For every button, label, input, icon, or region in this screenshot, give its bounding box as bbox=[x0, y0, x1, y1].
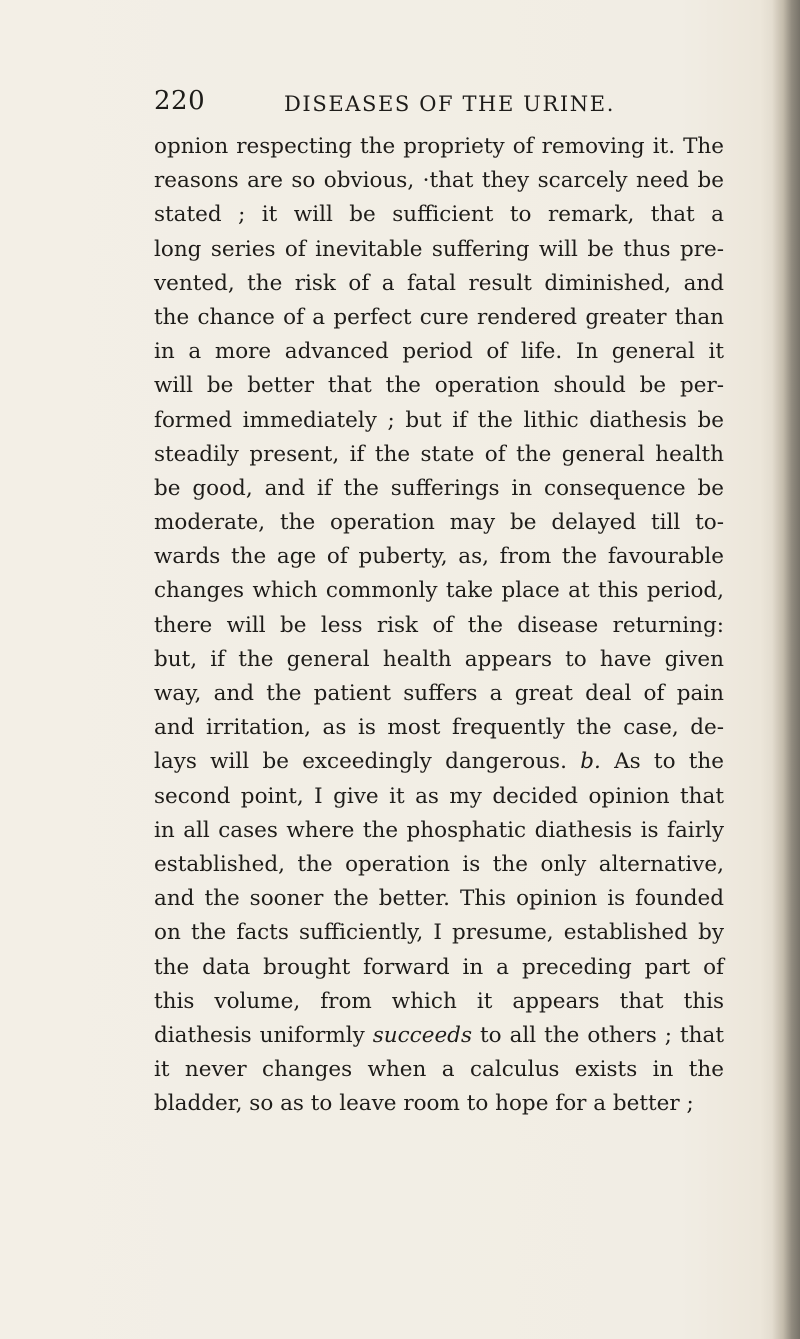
page-header bbox=[154, 86, 714, 126]
text-line: the chance of a perfect cure rendered greater than bbox=[154, 304, 724, 330]
text-line: will be better that the operation should be per- bbox=[154, 373, 724, 399]
text-line: the data brought forward in a preceding part of bbox=[154, 954, 724, 980]
text-line: reasons are so obvious, ·that they scarcely need be bbox=[154, 168, 724, 194]
italic-marker: b. bbox=[580, 749, 601, 775]
text-segment: lays will be exceedingly dangerous. bbox=[154, 749, 567, 775]
text-line: it never changes when a calculus exists in the bbox=[154, 1057, 724, 1083]
text-line: way, and the patient suffers a great deal of pain bbox=[154, 681, 724, 706]
text-line: bladder, so as to leave room to hope for a better ; bbox=[154, 1091, 694, 1117]
text-line: opnion respecting the propriety of removing it. The bbox=[154, 134, 724, 159]
text-line: this volume, from which it appears that this bbox=[154, 988, 724, 1014]
text-segment: As to the bbox=[614, 749, 724, 775]
text-line: and irritation, as is most frequently the case, de- bbox=[154, 715, 724, 741]
body-text bbox=[154, 130, 724, 1121]
text-line: steadily present, if the state of the general health bbox=[154, 441, 724, 467]
text-line: formed immediately ; but if the lithic diathesis be bbox=[154, 407, 724, 433]
page-edge-shadow bbox=[772, 0, 800, 1339]
text-line: there will be less risk of the disease returning: bbox=[154, 612, 724, 638]
page-number: 220 bbox=[154, 86, 206, 116]
text-line: second point, I give it as my decided opinion that bbox=[154, 783, 724, 809]
italic-word: succeeds bbox=[372, 1022, 472, 1048]
text-line: wards the age of puberty, as, from the favourable bbox=[154, 544, 724, 570]
text-line-with-italic bbox=[154, 1019, 724, 1053]
text-line: in all cases where the phosphatic diathesis is fairly bbox=[154, 817, 724, 843]
text-line: vented, the risk of a fatal result diminished, and bbox=[154, 270, 724, 296]
text-line: in a more advanced period of life. In general it bbox=[154, 339, 724, 365]
text-line: be good, and if the sufferings in consequence be bbox=[154, 475, 724, 501]
text-line: stated ; it will be sufficient to remark, that a bbox=[154, 202, 724, 228]
text-segment: to all the others ; that bbox=[479, 1022, 724, 1048]
text-line: on the facts sufficiently, I presume, established by bbox=[154, 920, 724, 946]
text-line: long series of inevitable suffering will be thus pre- bbox=[154, 236, 724, 262]
text-line: changes which commonly take place at this period, bbox=[154, 578, 724, 604]
text-line-with-italic bbox=[154, 745, 724, 779]
running-head: DISEASES OF THE URINE. bbox=[284, 92, 615, 116]
text-line: established, the operation is the only alternative, bbox=[154, 851, 724, 877]
text-line: but, if the general health appears to have given bbox=[154, 646, 724, 672]
text-line: and the sooner the better. This opinion is founded bbox=[154, 886, 724, 912]
text-line: moderate, the operation may be delayed till to- bbox=[154, 510, 724, 536]
text-segment: diathesis uniformly bbox=[154, 1022, 365, 1048]
